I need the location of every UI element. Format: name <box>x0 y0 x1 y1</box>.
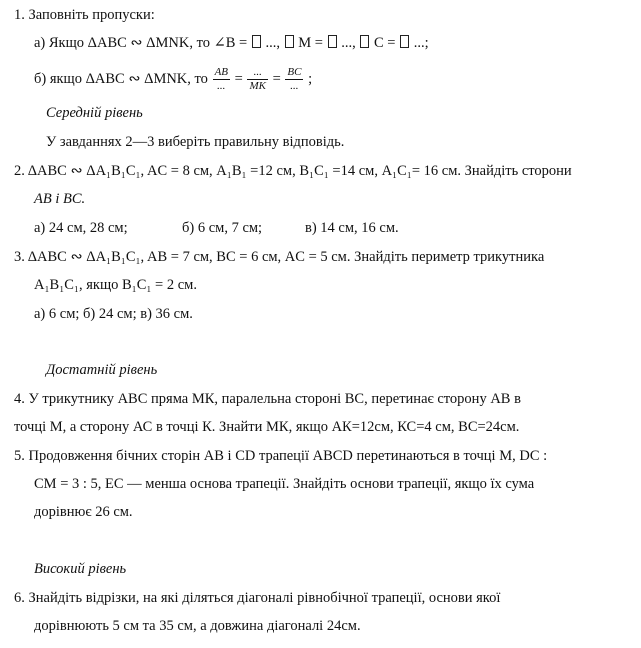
task5-line2: CM = 3 : 5, EC — менша основа трапеції. Знайдіть основи трапеції, якщо їх сума <box>34 476 535 492</box>
fraction-mk <box>247 66 268 93</box>
instruction: У завданнях 2—3 виберіть правильну відповідь. <box>46 134 345 150</box>
task2-option-b: б) 6 см, 7 см; <box>182 220 263 236</box>
task1a-c: C = <box>370 35 400 51</box>
equals-1: = <box>231 70 247 87</box>
blank-box-icon <box>328 35 337 48</box>
task1a-ellipsis-3: ...; <box>410 35 429 51</box>
section-medium: Середній рівень <box>46 105 143 121</box>
task1a-line <box>34 34 429 52</box>
section-sufficient: Достатній рівень <box>46 362 158 378</box>
task1-heading: 1. Заповніть пропуски: <box>14 7 155 23</box>
task3-line1: 3. ΔABC ∾ ΔA₁B₁C₁, AB = 7 см, BC = 6 см, AC = 5 см. Знайдіть периметр трикутника <box>14 249 545 265</box>
blank-box-icon <box>400 35 409 48</box>
fraction-mk-num: ... <box>247 66 268 80</box>
task2-line1: 2. ΔABC ∾ ΔA₁B₁C₁, AC = 8 см, A₁B₁ =12 см, B₁C₁ =14 см, A₁C₁= 16 см. Знайдіть сторони <box>14 163 572 179</box>
fraction-bc-num: BC <box>287 66 302 78</box>
fraction-ab-num: AB <box>214 66 229 78</box>
blank-box-icon <box>285 35 294 48</box>
task6-line1: 6. Знайдіть відрізки, на які діляться діагоналі рівнобічної трапеції, основи якої <box>14 590 501 606</box>
blank-box-icon <box>360 35 369 48</box>
equals-2: = <box>268 70 285 87</box>
task1b-prefix: б) якщо ΔABC ∾ ΔMNK, то <box>34 70 212 87</box>
task5-line1: 5. Продовження бічних сторін AB і CD трапеції ABCD перетинаються в точці M, DC : <box>14 448 548 464</box>
task1b-suffix: ; <box>304 70 313 87</box>
task2-option-c: в) 14 см, 16 см. <box>305 220 399 236</box>
task3-line2: A₁B₁C₁, якщо B₁C₁ = 2 см. <box>34 277 197 293</box>
task3-options: а) 6 см; б) 24 см; в) 36 см. <box>34 306 193 322</box>
task1a-ellipsis-1: ..., <box>261 35 284 51</box>
task2-line2: AB і BC. <box>34 191 86 207</box>
section-high: Високий рівень <box>34 561 127 577</box>
fraction-ab <box>213 66 230 93</box>
task4-line2: точці М, а сторону АС в точці К. Знайти МК, якщо АК=12см, КС=4 см, ВС=24см. <box>14 419 520 435</box>
blank-box-icon <box>252 35 261 48</box>
fraction-mk-den: MK <box>249 80 266 92</box>
task1b-line <box>34 66 312 93</box>
fraction-ab-den: ... <box>217 80 226 92</box>
task1a-m: M = <box>294 35 327 51</box>
fraction-bc <box>285 66 303 93</box>
task6-line2: дорівнюють 5 см та 35 см, а довжина діагоналі 24см. <box>34 618 361 634</box>
task2-option-a: а) 24 см, 28 см; <box>34 220 128 236</box>
task4-line1: 4. У трикутнику ABC пряма МК, паралельна стороні ВС, перетинає сторону АВ в <box>14 391 521 407</box>
task1a-text: а) Якщо ΔABC ∾ ΔMNK, то ∠B = <box>34 35 251 51</box>
task1a-ellipsis-2: ..., <box>337 35 360 51</box>
fraction-bc-den: ... <box>290 80 299 92</box>
task5-line3: дорівнює 26 см. <box>34 504 133 520</box>
